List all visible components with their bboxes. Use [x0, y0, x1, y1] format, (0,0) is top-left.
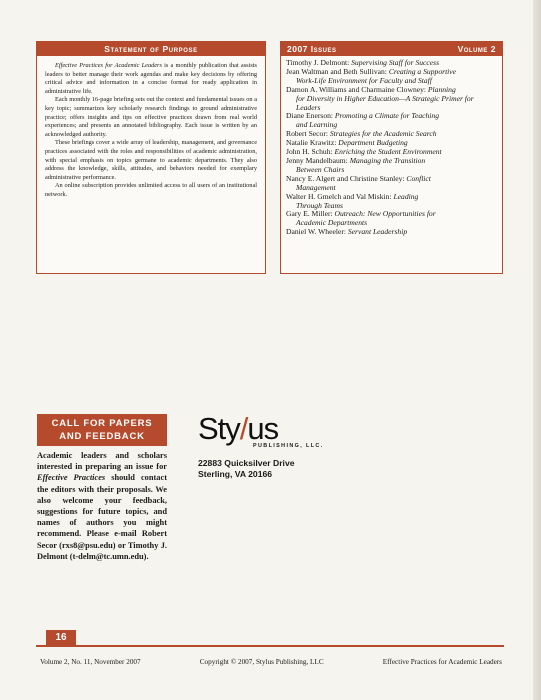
issue-title: Creating a Supportive	[388, 66, 457, 76]
cfp-publication-title: Effective Practices	[37, 473, 106, 483]
issue-title: Managing the Transition	[349, 155, 426, 165]
issue-item	[286, 210, 497, 228]
issue-title: Servant Leadership	[347, 227, 408, 237]
cfp-text-a: Academic leaders and scholars interested in preparing an issue for	[37, 451, 167, 472]
issue-title: Conflict	[406, 173, 431, 183]
logo-subtitle: PUBLISHING, LLC.	[253, 443, 324, 449]
footer-copyright: Copyright © 2007, Stylus Publishing, LLC	[199, 658, 324, 666]
page-edge	[533, 0, 541, 700]
issue-author: Diane Enerson:	[286, 111, 335, 121]
issue-item	[286, 193, 497, 211]
footer	[40, 658, 502, 666]
issue-author: Jean Waltman and Beth Sullivan:	[286, 66, 389, 76]
issue-title-continued: for Diversity in Higher Education—A Strategic Primer for Leaders	[296, 93, 474, 112]
statement-of-purpose-heading	[37, 42, 265, 56]
issue-author: John H. Schuh:	[286, 147, 335, 157]
issue-author: Damon A. Williams and Charmaine Clowney:	[286, 84, 428, 94]
issues-heading	[281, 42, 502, 56]
issue-item	[286, 175, 497, 193]
statement-of-purpose-box	[36, 41, 266, 274]
issue-title-continued: Academic Departments	[296, 218, 368, 228]
purpose-paragraph-3: These briefings cover a wide array of leadership, management, and governance practices associated with the roles and responsibilities of academic administration, with special emphasis on topics germane to academic departments. They also address the knowledge, skills, attitudes, and behaviors needed for exemplary administrative performance.	[45, 139, 257, 181]
issue-item	[286, 68, 497, 86]
page-number: 16	[46, 630, 76, 646]
address-line-2: Sterling, VA 20166	[198, 469, 273, 479]
issue-author: Timothy J. Delmont:	[286, 58, 352, 67]
footer-publication-name: Effective Practices for Academic Leaders	[382, 658, 502, 666]
issues-heading-volume: Volume 2	[457, 44, 496, 54]
issue-title-continued: Between Chairs	[296, 164, 345, 174]
logo-slash: /	[239, 411, 248, 446]
call-for-papers-body	[37, 450, 167, 562]
issue-title-continued: Through Teams	[296, 200, 343, 210]
cfp-text-b: should contact the editors with their proposals. We also welcome your feedback, suggestions for future topics, and names of authors you might recommend. Please e-mail Robert Secor (rxs8@psu.edu) or Timothy J. Delmont (t-delm@tc.umn.edu).	[37, 473, 168, 561]
logo-part-left: Sty	[198, 411, 240, 446]
issue-title: Outreach: New Opportunities for	[334, 209, 436, 219]
purpose-p1-text: is a monthly publication that assists leaders to better manage their work agendas and make key decisions by offering critical advice and information in a concise format for ready application in administrative life.	[45, 62, 257, 95]
issue-author: Gary E. Miller:	[286, 209, 335, 219]
purpose-paragraph-2: Each monthly 16-page briefing sets out the context and fundamental issues on a key topic; summarizes key scholarly research findings to ground administrative practice; offers insights and tips on effective practices drawn from real world experiences; and presents an annotated bibliography. Each issue is written by an acknowledged authority.	[45, 96, 257, 138]
cfp-heading-line-2: AND FEEDBACK	[59, 431, 145, 442]
issues-heading-left: 2007 Issues	[287, 44, 337, 54]
purpose-paragraph-1	[45, 62, 257, 96]
issue-title: Leading	[393, 191, 419, 201]
issue-author: Daniel W. Wheeler:	[286, 227, 348, 237]
logo-part-right: us	[247, 411, 279, 446]
issues-box	[280, 41, 503, 274]
call-for-papers-heading	[37, 414, 167, 446]
issue-author: Natalie Krawitz:	[286, 138, 339, 148]
issue-title-continued: Work-Life Environment for Faculty and Staff	[296, 75, 432, 85]
issue-title: Enriching the Student Environment	[334, 147, 442, 157]
issue-item	[286, 86, 497, 113]
address-line-1: 22883 Quicksilver Drive	[198, 458, 295, 468]
stylus-logo	[198, 413, 328, 459]
issue-item	[286, 157, 497, 175]
purpose-body	[37, 56, 265, 200]
purpose-paragraph-4: An online subscription provides unlimited access to all users of an institutional network.	[45, 182, 257, 198]
footer-issue-info: Volume 2, No. 11, November 2007	[40, 658, 141, 666]
issue-title: Department Budgeting	[338, 138, 408, 148]
issue-title: Planning	[427, 84, 456, 94]
purpose-heading-text: Statement of Purpose	[104, 44, 198, 54]
issue-author: Jenny Mandelbaum:	[286, 155, 350, 165]
issue-title: Strategies for the Academic Search	[329, 129, 437, 139]
issue-title-continued: and Learning	[296, 120, 338, 130]
issue-author: Walter H. Gmelch and Val Miskin:	[286, 191, 394, 201]
issue-item	[286, 112, 497, 130]
issue-title: Supervising Staff for Success	[351, 58, 440, 67]
footer-rule	[36, 645, 504, 647]
issues-list	[281, 56, 502, 237]
publication-title: Effective Practices for Academic Leaders	[55, 62, 162, 69]
issue-author: Robert Secor:	[286, 129, 330, 139]
publisher-address	[198, 458, 295, 480]
cfp-heading-line-1: CALL FOR PAPERS	[51, 418, 153, 429]
issue-author: Nancy E. Algert and Christine Stanley:	[286, 173, 407, 183]
stylus-logo-wordmark	[198, 413, 328, 445]
issue-title-continued: Management	[296, 182, 336, 192]
issue-title: Promoting a Climate for Teaching	[334, 111, 439, 121]
issue-item	[286, 228, 497, 237]
